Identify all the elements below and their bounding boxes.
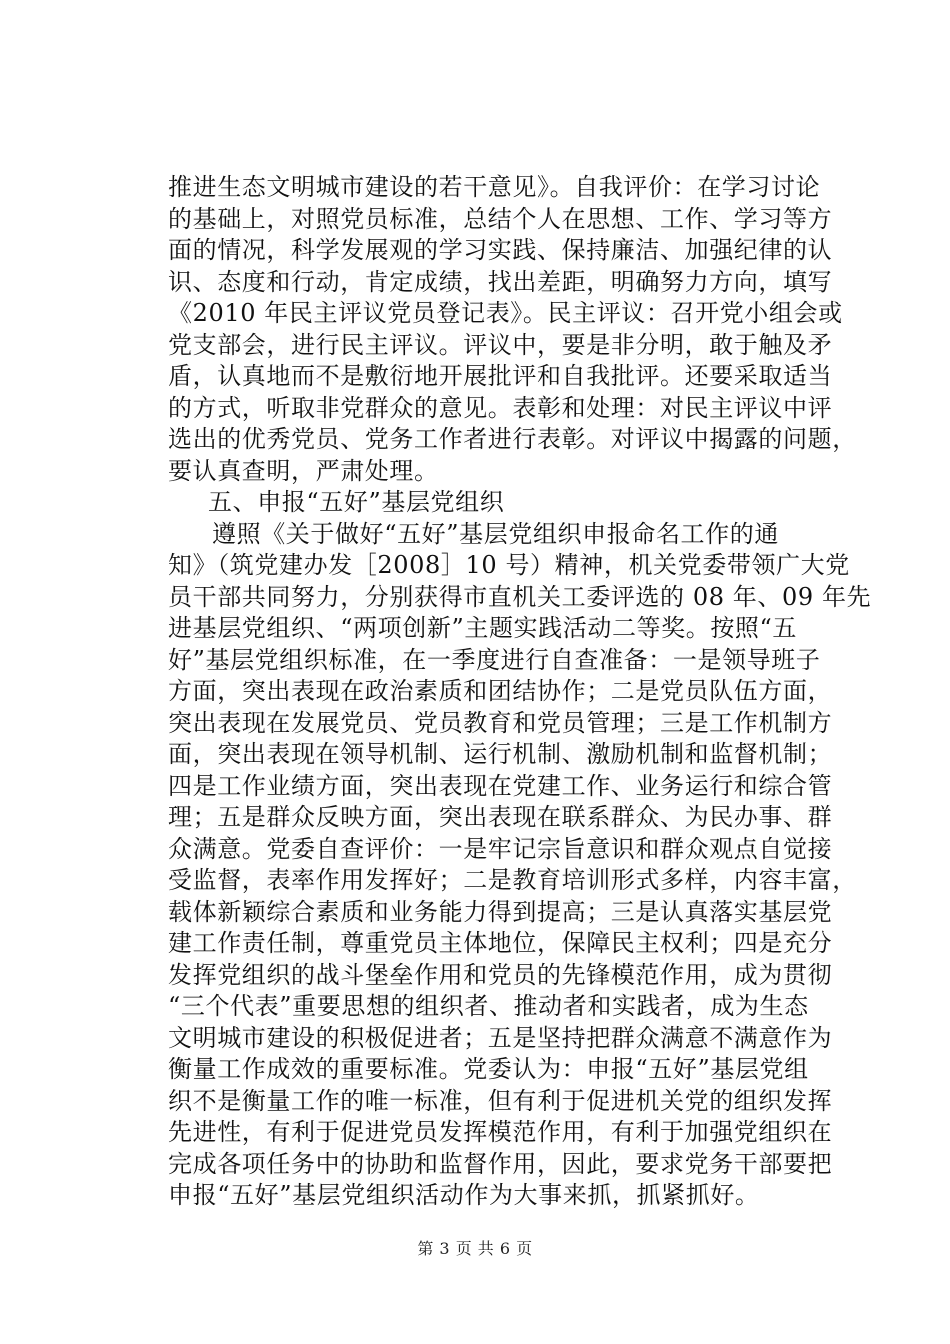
text-line: 发挥党组织的战斗堡垒作用和党员的先锋模范作用，成为贯彻 <box>168 960 833 989</box>
text-line: 选出的优秀党员、党务工作者进行表彰。对评议中揭露的问题， <box>168 425 857 453</box>
text-line: 先进性，有利于促进党员发挥模范作用，有利于加强党组织在 <box>168 1118 833 1146</box>
page-number-footer: 第 3 页 共 6 页 <box>417 1239 533 1258</box>
text-line: 识、态度和行动，肯定成绩，找出差距，明确努力方向，填写 <box>168 267 833 296</box>
text-line: 受监督，表率作用发挥好；二是教育培训形式多样，内容丰富， <box>168 866 857 894</box>
text-line: 面的情况，科学发展观的学习实践、保持廉洁、加强纪律的认 <box>168 236 833 264</box>
text-line: 众满意。党委自查评价：一是牢记宗旨意识和群众观点自觉接 <box>168 834 833 863</box>
text-line: 的基础上，对照党员标准，总结个人在思想、工作、学习等方 <box>168 204 833 233</box>
text-line: 《2010 年民主评议党员登记表》。民主评议：召开党小组会或 <box>168 299 843 327</box>
text-line: 载体新颖综合素质和业务能力得到提高；三是认真落实基层党 <box>168 897 833 926</box>
text-line: 方面，突出表现在政治素质和团结协作；二是党员队伍方面， <box>168 677 833 705</box>
text-line: 理；五是群众反映方面，突出表现在联系群众、为民办事、群 <box>168 803 833 831</box>
text-line: 进基层党组织、“两项创新”主题实践活动二等奖。按照“五 <box>168 614 798 642</box>
text-line: 申报“五好”基层党组织活动作为大事来抓，抓紧抓好。 <box>168 1181 760 1209</box>
text-line: 好”基层党组织标准，在一季度进行自查准备：一是领导班子 <box>168 645 821 674</box>
text-line: 知》（筑党建办发［2008］10 号）精神，机关党委带领广大党 <box>168 551 850 579</box>
text-line: 织不是衡量工作的唯一标准，但有利于促进机关党的组织发挥 <box>168 1086 833 1115</box>
text-line: 员干部共同努力，分别获得市直机关工委评选的 08 年、09 年先 <box>168 582 872 611</box>
paragraph-first-line: 遵照《关于做好“五好”基层党组织申报命名工作的通 <box>212 519 779 548</box>
body-text <box>168 172 872 1212</box>
text-line: 的方式，听取非党群众的意见。表彰和处理：对民主评议中评 <box>168 393 833 422</box>
text-line: 面，突出表现在领导机制、运行机制、激励机制和监督机制； <box>168 740 833 768</box>
text-line: 衡量工作成效的重要标准。党委认为：申报“五好”基层党组 <box>168 1055 809 1083</box>
text-line: 党支部会，进行民主评议。评议中，要是非分明，敢于触及矛 <box>168 330 833 359</box>
text-line: 突出表现在发展党员、党员教育和党员管理；三是工作机制方 <box>168 708 833 737</box>
text-line: 四是工作业绩方面，突出表现在党建工作、业务运行和综合管 <box>168 771 833 800</box>
text-line: “三个代表”重要思想的组织者、推动者和实践者，成为生态 <box>168 992 809 1020</box>
text-line: 完成各项任务中的协助和监督作用，因此，要求党务干部要把 <box>168 1149 833 1178</box>
text-line: 推进生态文明城市建设的若干意见》。自我评价：在学习讨论 <box>168 173 821 201</box>
text-line: 要认真查明，严肃处理。 <box>168 456 439 485</box>
text-line: 文明城市建设的积极促进者；五是坚持把群众满意不满意作为 <box>168 1023 833 1052</box>
text-line: 盾，认真地而不是敷衍地开展批评和自我批评。还要采取适当 <box>168 362 833 390</box>
section-heading: 五、申报“五好”基层党组织 <box>208 488 505 516</box>
text-line: 建工作责任制，尊重党员主体地位，保障民主权利；四是充分 <box>168 929 833 957</box>
